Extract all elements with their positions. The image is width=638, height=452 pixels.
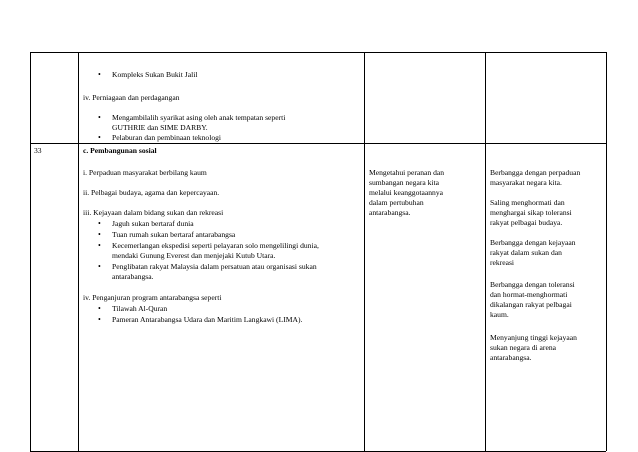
- objective-line: melalui keanggotaannya: [369, 188, 444, 197]
- objective-line: dalam pertubuhan: [369, 198, 424, 207]
- values-line: masyarakat negara kita.: [490, 178, 562, 187]
- table-top-border: [30, 52, 606, 53]
- values-line: Saling menghormati dan: [490, 198, 565, 207]
- list-item: • Kompleks Sukan Bukit Jalil: [112, 70, 197, 80]
- values-line: Berbangga dengan toleransi: [490, 280, 575, 289]
- section-heading: c. Pembangunan sosial: [83, 146, 157, 155]
- values-line: kaum.: [490, 310, 509, 319]
- values-line: dikalangan rakyat pelbagai: [490, 300, 572, 309]
- item-ii: ii. Pelbagai budaya, agama dan kepercayaan.: [83, 188, 220, 197]
- list-item-continuation: antarabangsa.: [112, 272, 154, 281]
- values-line: menghargai sikap toleransi: [490, 208, 572, 217]
- objective-line: Mengetahui peranan dan: [369, 168, 445, 177]
- row-divider: [30, 143, 606, 144]
- list-item: • Pelaburan dan pembinaan teknologi: [112, 133, 221, 143]
- col-border-objective: [485, 52, 486, 451]
- col-border-content: [364, 52, 365, 451]
- list-item: • Mengambilalih syarikat asing oleh anak tempatan seperti: [112, 113, 285, 123]
- objective-line: sumbangan negara kita: [369, 178, 440, 187]
- list-item: • Kecemerlangan ekspedisi seperti pelayaran solo mengelilingi dunia,: [112, 241, 319, 251]
- list-item: • Pameran Antarabangsa Udara dan Maritim Langkawi (LIMA).: [112, 315, 302, 325]
- values-line: rekreasi: [490, 258, 515, 267]
- list-item: • Tuan rumah sukan bertaraf antarabangsa: [112, 230, 235, 240]
- list-item-continuation: GUTHRIE dan SIME DARBY.: [112, 123, 208, 132]
- item-iv: iv. Penganjuran program antarabangsa seperti: [83, 293, 222, 302]
- list-item-continuation: mendaki Gunung Everest dan menjejaki Kutub Utara.: [112, 251, 276, 260]
- values-line: Berbangga dengan kejayaan: [490, 238, 576, 247]
- values-line: dan hormat-menghormati: [490, 290, 568, 299]
- col-border-number: [78, 52, 79, 451]
- values-line: rakyat dalam sukan dan: [490, 248, 562, 257]
- item-iii: iii. Kejayaan dalam bidang sukan dan rekreasi: [83, 208, 224, 217]
- values-line: sukan negara di arena: [490, 343, 556, 352]
- values-line: Menyanjung tinggi kejayaan: [490, 333, 577, 342]
- item-i: i. Perpaduan masyarakat berbilang kaum: [83, 168, 207, 177]
- section-heading: iv. Perniagaan dan perdagangan: [83, 93, 180, 102]
- list-item: • Penglibatan rakyat Malaysia dalam persatuan atau organisasi sukan: [112, 262, 317, 272]
- objective-line: antarabangsa.: [369, 208, 411, 217]
- list-item: • Jaguh sukan bertaraf dunia: [112, 219, 194, 229]
- values-line: Berbangga dengan perpaduan: [490, 168, 581, 177]
- col-border-values: [606, 52, 607, 451]
- values-line: rakyat pelbagai budaya.: [490, 218, 563, 227]
- row-number: 33: [34, 146, 42, 155]
- col-border-left: [30, 52, 31, 451]
- values-line: antarabangsa.: [490, 353, 532, 362]
- list-item: • Tilawah Al-Quran: [112, 304, 167, 314]
